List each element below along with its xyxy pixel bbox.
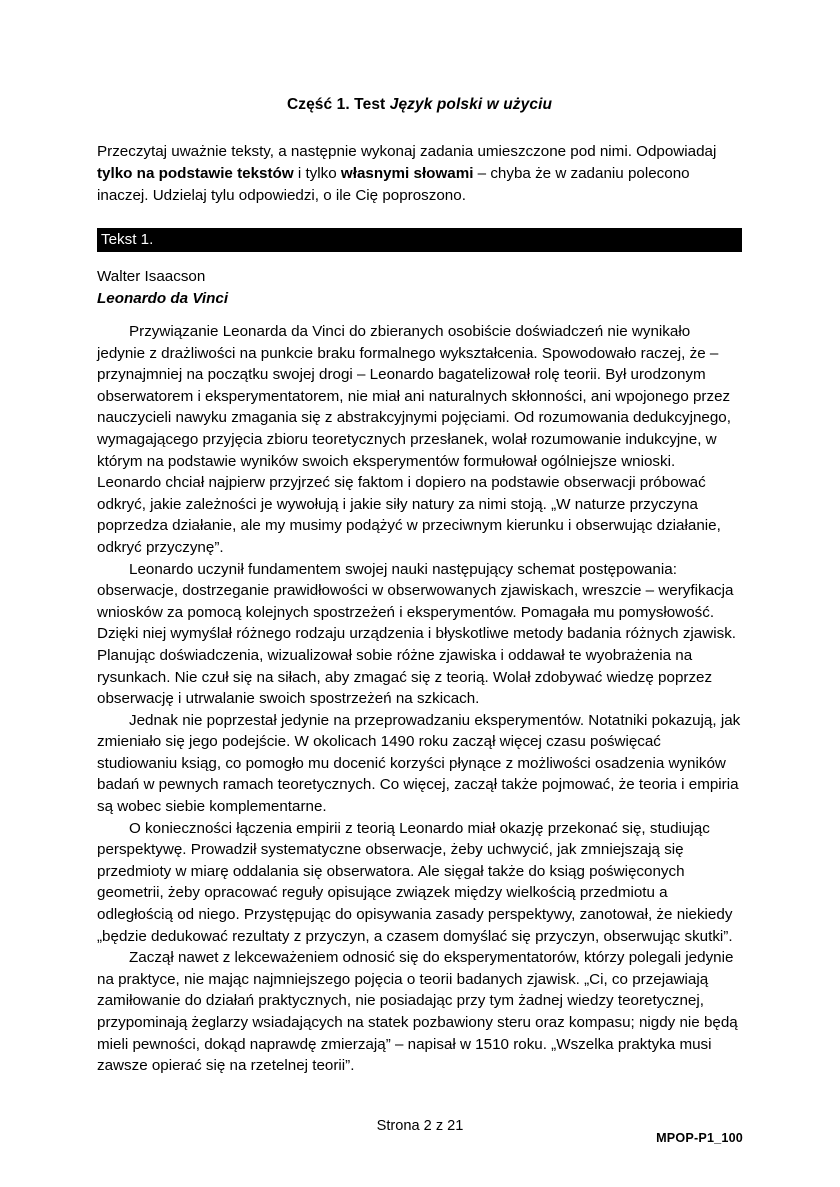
part-heading-work-title: Język polski w użyciu	[389, 96, 553, 113]
passage-paragraph: Przywiązanie Leonarda da Vinci do zbieranych osobiście doświadczeń nie wynikało jedynie z drażliwości na punkcie braku formalnego wykształcenia. Spowodowało raczej, że – przynajmniej na początku swojej drogi – Leonardo bagatelizował rolę teorii. Był urodzonym obserwatorem i eksperymentatorem, nie miał ani naturalnych skłonności, ani wpojonego przez nauczycieli nawyku zmagania się z abstrakcyjnymi pojęciami. Od rozumowania dedukcyjnego, wymagającego przyjęcia zbioru teoretycznych przesłanek, wolał rozumowanie indukcyjne, w którym na podstawie wyników swoich eksperymentów formułował ogólniejsze wnioski. Leonardo chciał najpierw przyjrzeć się faktom i dopiero na podstawie obserwacji próbować odkryć, jakie zależności je wywołują i jakie siły natury za nimi stoją. „W naturze przyczyna poprzedza działanie, ale my musimy podążyć w przeciwnym kierunku i obserwując działanie, odkryć przyczynę”.	[97, 323, 731, 556]
page-content	[97, 0, 742, 1077]
passage-paragraph: O konieczności łączenia empirii z teorią Leonardo miał okazję przekonać się, studiując perspektywę. Prowadził systematyczne obserwacje, żeby uchwycić, jak zmniejszają się przedmioty w miarę oddalania się obserwatora. Ale sięgał także do ksiąg poświęconych geometrii, żeby opracować reguły opisujące związek między wielkością przedmiotu a odległością od niego. Przystępując do opisywania zasady perspektywy, zanotował, że niekiedy „będzie dedukować rezultaty z przyczyn, a czasem domyślać się przyczyn, obserwując skutki”.	[97, 819, 733, 945]
passage-body	[97, 310, 742, 1077]
page-title	[97, 0, 742, 114]
source-author: Walter Isaacson	[97, 268, 206, 285]
instructions-segment-3: – chyba że w zadaniu polecono inaczej. Udzielaj tylu odpowiedzi, o ile Cię poproszono.	[97, 165, 690, 204]
text-section-banner	[97, 228, 742, 252]
part-heading-prefix: Część 1. Test	[286, 96, 390, 113]
instructions-emphasis-1: tylko na podstawie tekstów	[97, 165, 294, 182]
instructions-segment-1: Przeczytaj uważnie teksty, a następnie wykonaj zadania umieszczone pod nimi. Odpowiadaj	[97, 143, 717, 160]
passage-paragraph: Zaczął nawet z lekceważeniem odnosić się do eksperymentatorów, którzy polegali jedynie na praktyce, nie mając najmniejszego pojęcia o teorii badanych zjawisk. „Ci, co przejawiają zamiłowanie do działań praktycznych, nie posiadając przy tym żadnej wiedzy teoretycznej, przypominają żeglarzy wsiadających na statek pozbawiony steru oraz kompasu; nigdy nie będą mieli pewności, dokąd naprawdę zmierzają” – napisał w 1510 roku. „Wszelka praktyka musi zawsze opierać się na rzetelnej teorii”.	[97, 949, 738, 1075]
instructions-segment-2: i tylko	[293, 165, 341, 182]
text-section-banner-label: Tekst 1.	[101, 231, 154, 248]
source-work-title: Leonardo da Vinci	[97, 290, 229, 307]
instructions-emphasis-2: własnymi słowami	[340, 165, 474, 182]
instructions-paragraph	[97, 114, 742, 207]
passage-paragraph: Jednak nie poprzestał jedynie na przeprowadzaniu eksperymentów. Notatniki pokazują, jak zmieniało się jego podejście. W okolicach 1490 roku zaczął więcej czasu poświęcać studiowaniu ksiąg, co pomogło mu docenić korzyści płynące z możliwości osadzenia wyników badań w pewnych ramach teoretycznych. Co więcej, zaczął także pojmować, że teoria i empiria są wobec siebie komplementarne.	[97, 711, 741, 816]
footer-page-number: Strona 2 z 21	[376, 1118, 464, 1134]
passage-paragraph: Leonardo uczynił fundamentem swojej nauki następujący schemat postępowania: obserwacje, dostrzeganie prawidłowości w obserwowanych zjawiskach, wreszcie – weryfikacja wniosków za pomocą kolejnych spostrzeżeń i eksperymentów. Pomagała mu pomysłowość. Dzięki niej wymyślał różnego rodzaju urządzenia i błyskotliwe metody badania różnych zjawisk. Planując doświadczenia, wizualizował sobie różne zjawiska i oddawał te wyobrażenia na rysunkach. Nie czuł się na siłach, aby zmagać się z teorią. Wolał zdobywać wiedzę poprzez obserwację i utrwalanie swoich spostrzeżeń na szkicach.	[97, 560, 737, 708]
source-citation	[97, 266, 742, 310]
footer-exam-code: MPOP-P1_100	[656, 1131, 743, 1145]
